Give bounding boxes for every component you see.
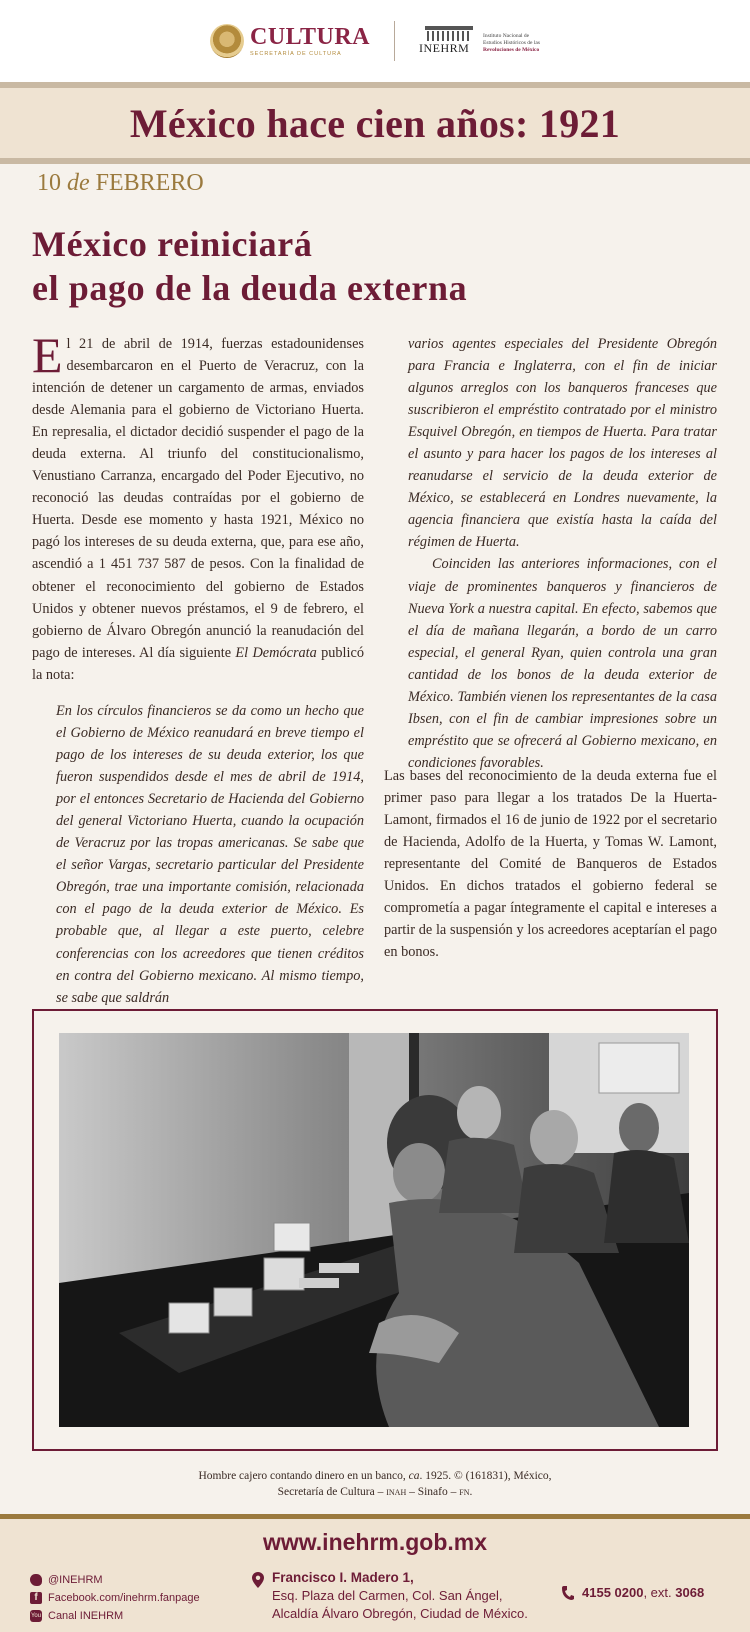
article-headline [32,222,632,310]
address-line-3: Alcaldía Álvaro Obregón, Ciudad de México. [272,1606,528,1621]
cultura-logo[interactable] [210,24,370,58]
inehrm-sub-line-1: Instituto Nacional de [483,33,530,39]
cultura-logo-subtitle: SECRETARÍA DE CULTURA [250,50,342,57]
phone-ext: 3068 [675,1585,705,1600]
quote-left-column [56,700,364,1009]
logo-bar [0,0,750,82]
date-month: FEBRERO [95,170,204,196]
address-line-1: Francisco I. Madero 1, [272,1570,414,1585]
article-date [37,170,204,197]
photo-caption [0,1468,750,1500]
twitter-handle: @INEHRM [48,1574,103,1586]
phone-icon [562,1586,574,1600]
inehrm-logo-text: INEHRM [419,41,470,55]
newspaper-name: El Demócrata [235,644,317,661]
photo-illustration [59,1033,689,1427]
body-intro-end: publicó la nota: [32,644,364,683]
logo-divider [394,21,395,61]
quote-paragraph-1: En los círculos financieros se da como un hecho que el Gobierno de México reanudará en breve tiempo el pago de los intereses de su deuda exterior, los que fueron suspendidos desde el mes de abril de 1914, por el entonces Secretario de Hacienda del Gobierno del general Victoriano Huerta, cuando la ocupación de Veracruz por las tropas americanas. Se sabe que el señor Vargas, secretario particular del Presidente Obregón, trae una importante comisión, relacionada con el pago de la deuda exterior de México. Es probable que, al llegar a este puerto, celebre conferencias con los acreedores que tienen créditos en contra del Gobierno mexicano. Al mismo tiempo, se sabe que saldrán [56,703,364,1006]
body-left-column [32,327,364,686]
title-band [0,82,750,164]
facebook-url: Facebook.com/inehrm.fanpage [48,1592,200,1604]
headline-line-2: el pago de la deuda externa [32,268,468,308]
youtube-link[interactable] [30,1607,200,1625]
facebook-icon: f [30,1592,42,1604]
youtube-icon: You [30,1610,42,1622]
body-right-closing [384,765,717,963]
quote-right-column [408,333,717,774]
quote-paragraph-2: varios agentes especiales del Presidente Obregón para Francia e Inglaterra, con el fin de iniciar algunos arreglos con los banqueros franceses que suscribieron el empréstito contratado por el ministro Esquivel Obregón, en tiempos de Huerta. Para tratar el asunto y para hacer los pagos de los intereses al reanudarse el servicio de la deuda exterior de México, se establecerá en Londres nuevamente, la agencia financiera que existía hasta la caída del régimen de Huerta. [408,336,717,551]
phone-number: 4155 0200 [582,1585,644,1600]
page-title: México hace cien años: 1921 [129,100,621,146]
footer [0,1514,750,1632]
inehrm-sub-line-3: Revoluciones de México [483,47,540,53]
twitter-icon [30,1574,42,1586]
social-links [30,1571,200,1625]
address-block [252,1569,528,1623]
drop-cap: E [32,327,63,383]
date-day: 10 [37,170,61,196]
historic-photo [59,1033,689,1427]
phone-block[interactable]: 4155 0200, ext. 3068 [562,1585,704,1600]
photo-frame [32,1009,718,1451]
inehrm-sub-line-2: Estudios Históricos de las [483,40,540,46]
headline-line-1: México reiniciará [32,224,313,264]
facebook-link[interactable] [30,1589,200,1607]
body-intro-text: l 21 de abril de 1914, fuerzas estadounidenses desembarcaron en el Puerto de Veracruz, con la intención de detener un cargamento de armas, enviados desde Alemania para el gobierno de Victoriano Huerta. En represalia, el dictador decidió suspender el pago de la deuda externa. Al triunfo del constitucionalismo, Venustiano Carranza, encargado del Poder Ejecutivo, no reconoció las deudas contraídas por el gobierno de Huerta. Desde ese momento y hasta 1921, México no pagó los intereses de su deuda externa, que, para ese año, ascendió a 1 451 737 587 de pesos. Con la finalidad de obtener el reconocimiento del gobierno de Estados Unidos y obtener nuevos préstamos, el 9 de febrero, el gobierno de Álvaro Obregón anunció la reanudación del pago de intereses. Al día siguiente [32,336,364,661]
caption-line-2: Secretaría de Cultura – inah – Sinafo – fn. [277,1486,473,1498]
youtube-channel: Canal INEHRM [48,1610,124,1622]
website-link[interactable]: www.inehrm.gob.mx [262,1529,488,1555]
address-line-2: Esq. Plaza del Carmen, Col. San Ángel, [272,1588,503,1603]
cultura-logo-text: CULTURA [250,23,370,50]
caption-line-1: Hombre cajero contando dinero en un banco, ca. 1925. © (161831), México, [198,1470,552,1482]
quote-paragraph-3: Coinciden las anteriores informaciones, con el viaje de prominentes banqueros y financieros de Nueva York a nuestra capital. En efecto, sabemos que el día de mañana llegarán, a bordo de un carro especial, el general Ryan, quien controla una gran cantidad de los bonos de la deuda exterior de México. También vienen los representantes de la casa Ibsen, con el fin de cambiar impresiones sobre un empréstito que se ofrecerá al Gobierno mexicano, en condiciones favorables. [408,556,717,771]
national-seal-icon [210,24,244,58]
twitter-link[interactable] [30,1571,200,1589]
closing-paragraph: Las bases del reconocimiento de la deuda externa fue el primer paso para llegar a los tratados De la Huerta-Lamont, firmados el 16 de junio de 1922 por el secretario de Hacienda, Adolfo de la Huerta, y Tomas W. Lamont, representante del Comité de Banqueros de Estados Unidos. En dichos tratados el gobierno federal se comprometía a pagar íntegramente el capital e intereses a partir de la suspensión y los acreedores aceptarían el pago en bonos. [384,768,717,961]
inehrm-logo[interactable] [419,26,540,56]
building-icon [419,26,479,56]
location-pin-icon [252,1572,264,1588]
date-de: de [67,170,90,196]
